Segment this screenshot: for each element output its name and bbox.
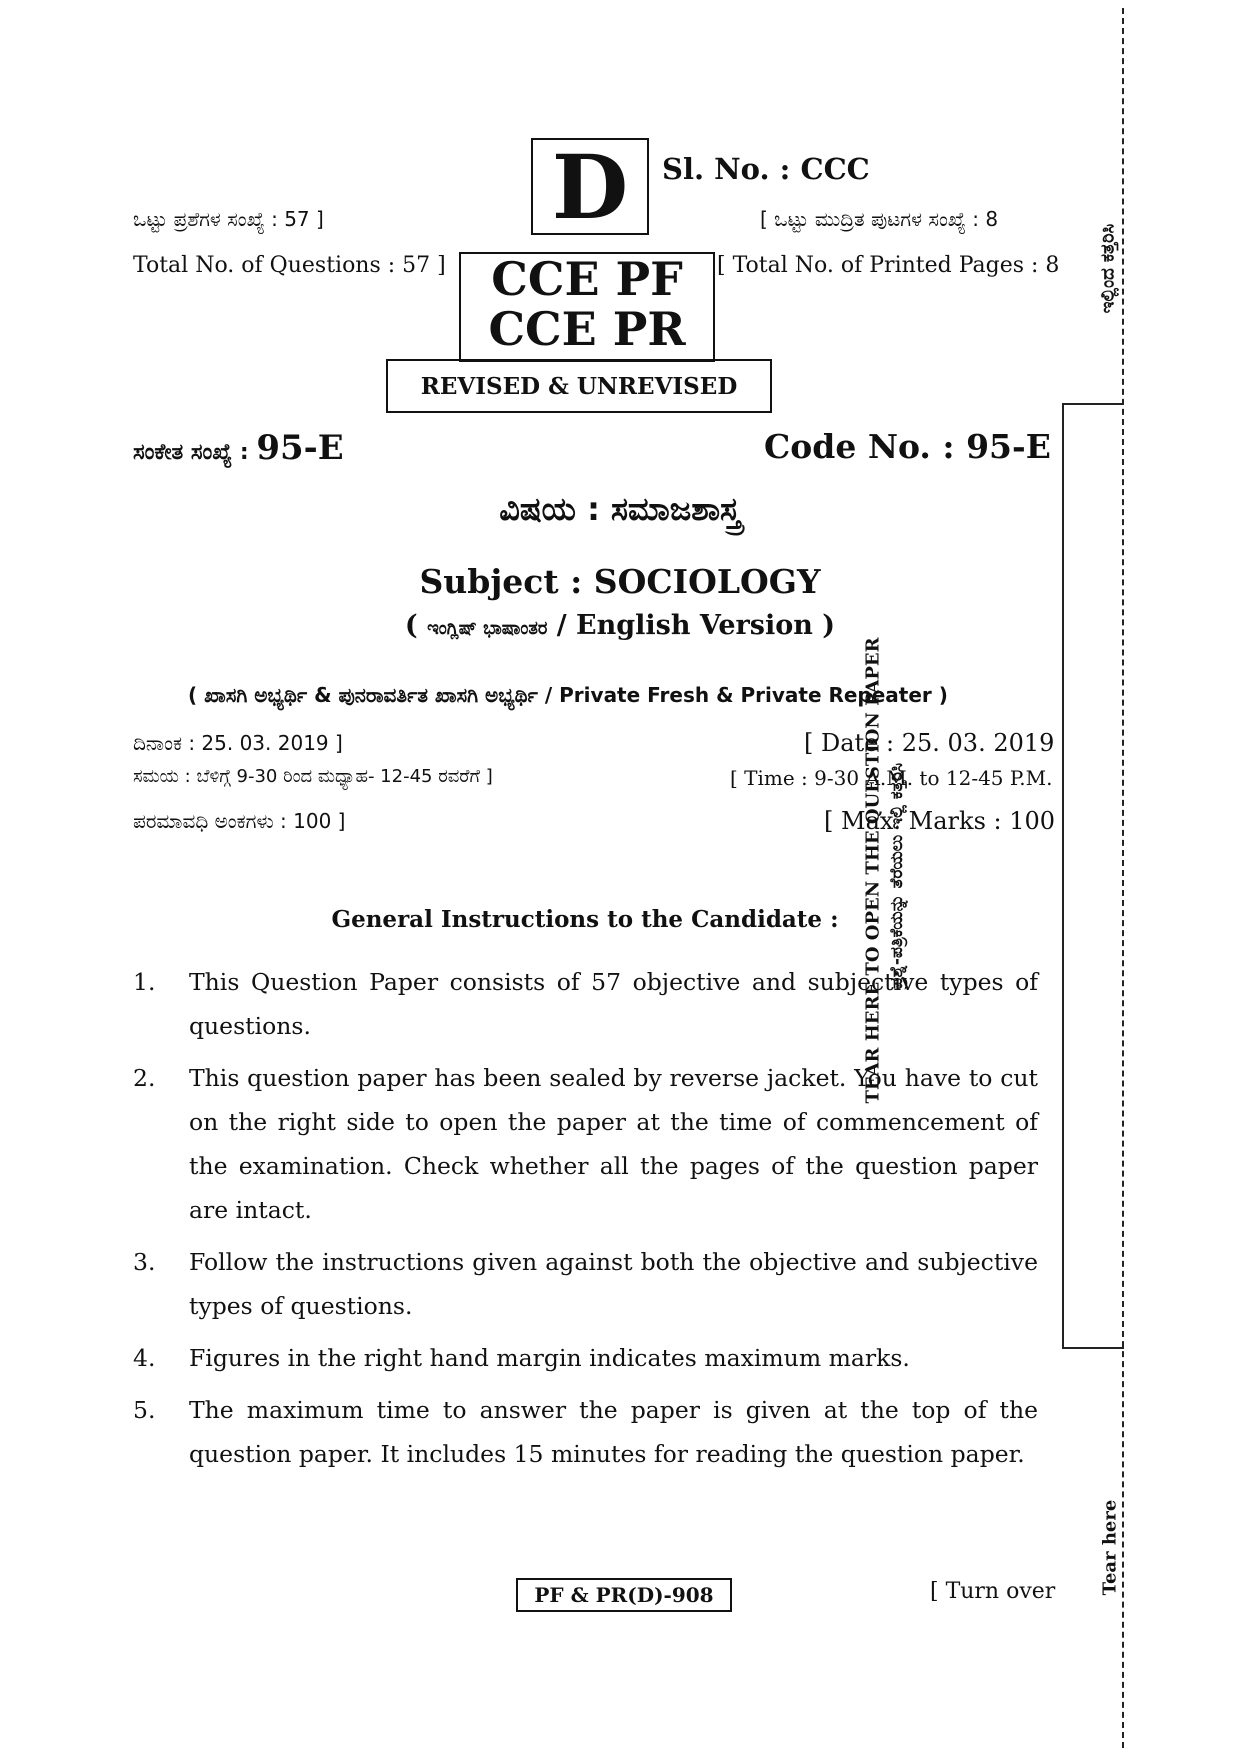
version-close-paren: ) [822,610,836,641]
version-open-paren: ( [404,610,418,641]
instruction-number: 1. [133,968,156,996]
kn-total-pages: [ ಒಟ್ಟು ಮುದ್ರಿತ ಪುಟಗಳ ಸಂಖ್ಯೆ : 8 [760,207,999,231]
instruction-item [133,1240,1038,1328]
instruction-text: Figures in the right hand margin indicates maximum marks. [189,1344,910,1372]
instruction-text: This question paper has been sealed by reverse jacket. You have to cut on the right side to open the paper at the time of commencement of the examination. Check whether all the pages of the question paper are intact. [189,1064,1038,1224]
instruction-item [133,1336,1038,1380]
subject-kannada: ವಿಷಯ : ಸಮಾಜಶಾಸ್ತ್ರ [499,490,741,528]
kn-code-value: 95-E [256,428,344,468]
revision-label: REVISED & UNREVISED [386,359,772,413]
version-english: / English Version [556,610,813,641]
en-max-marks: [ Max. Marks : 100 [824,807,1056,835]
paper-set-badge: D [531,138,649,235]
kn-date: ದಿನಾಂಕ : 25. 03. 2019 ] [133,731,343,755]
exam-type-box [459,252,715,362]
en-code-number: Code No. : 95-E [764,427,1051,466]
instruction-number: 5. [133,1396,156,1424]
en-date: [ Date : 25. 03. 2019 [804,729,1055,757]
kn-code-label: ಸಂಕೇತ ಸಂಖ್ಯೆ : [133,440,249,465]
tear-strip-box [1062,403,1124,1349]
kn-total-questions: ಒಟ್ಟು ಪ್ರಶೆಗಳ ಸಂಖ್ಯೆ : 57 ] [133,207,324,231]
subject-english: Subject : SOCIOLOGY [419,562,821,601]
paper-code-box: PF & PR(D)-908 [516,1578,732,1612]
tear-top-kannada: ಇಲ್ಲಿಂದ ಕತ್ತರಿಸಿ [1097,223,1119,314]
exam-type-line-2: CCE PR [488,302,686,356]
turn-over-note: [ Turn over [930,1579,1056,1604]
instruction-text: Follow the instructions given against both the objective and subjective types of questions. [189,1248,1038,1320]
kn-max-marks: ಪರಮಾವಧಿ ಅಂಕಗಳು : 100 ] [133,809,346,833]
instruction-number: 4. [133,1344,156,1372]
en-total-questions: Total No. of Questions : 57 ] [133,253,446,278]
tear-here-label: Tear here [1099,1499,1121,1596]
instruction-text: This Question Paper consists of 57 objective and subjective types of questions. [189,968,1038,1040]
instruction-item [133,1388,1038,1476]
instructions-title: General Instructions to the Candidate : [331,906,839,933]
kn-code-number [133,428,344,468]
instruction-number: 3. [133,1248,156,1276]
kn-time: ಸಮಯ : ಬೆಳಿಗ್ಗೆ 9-30 ರಿಂದ ಮಧ್ಯಾಹ- 12-45 ರವರೆಗೆ ] [133,766,493,787]
serial-number: Sl. No. : CCC [662,152,870,186]
en-total-pages: [ Total No. of Printed Pages : 8 [717,253,1060,278]
instruction-text: The maximum time to answer the paper is given at the top of the question paper. It includes 15 minutes for reading the question paper. [189,1396,1038,1468]
version-line [0,610,1240,641]
instruction-number: 2. [133,1064,156,1092]
tear-instruction-kannada: ಪ್ರಶ್ನೆ-ಪತ್ರಿಕೆಯನ್ನು ತೆರೆಯಲು ಇಲ್ಲಿ ಕತ್ತರಿಸಿ [887,763,907,989]
tear-instruction-english: TEAR HERE TO OPEN THE QUESTION PAPER [862,637,884,1104]
candidate-type: ( ಖಾಸಗಿ ಅಭ್ಯರ್ಥಿ & ಪುನರಾವರ್ತಿತ ಖಾಸಗಿ ಅಭ್ಯರ್ಥಿ / Private Fresh & Private Repeater ) [188,683,948,707]
en-time: [ Time : 9-30 A.M. to 12-45 P.M. [730,766,1053,790]
exam-type-line-1: CCE PF [491,252,683,306]
version-kannada: ಇಂಗ್ಲಿಷ್ ಭಾಷಾಂತರ [427,618,548,639]
